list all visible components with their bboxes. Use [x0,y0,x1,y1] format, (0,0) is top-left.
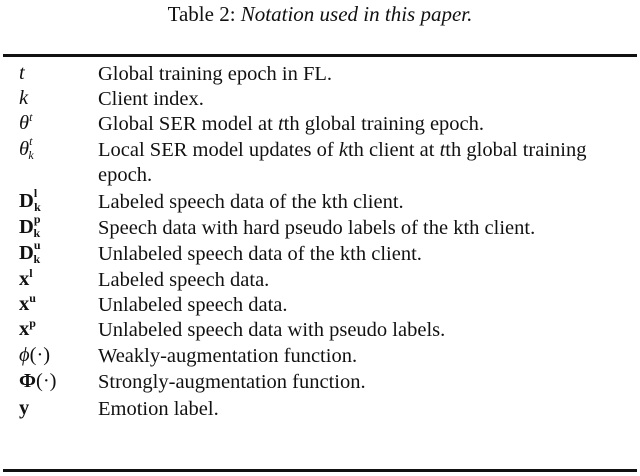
table-row [0,318,640,344]
table-row [0,268,640,293]
symbol-D-k-u: $D^u_k$ [19,238,41,266]
symbol-phi: ϕ(·) [19,344,51,366]
symbol-k: k [19,87,29,109]
bottom-rule [3,469,637,472]
table-caption [0,2,640,26]
row-description: Client index. [98,88,204,110]
table-row [0,87,640,112]
symbol-theta-t: $\theta^t$ [19,110,33,134]
table-row [0,344,640,370]
symbol-theta-k-t: $\theta^t_k$ [19,134,34,162]
table-row [0,293,640,318]
row-description: Unlabeled speech data of the kth client. [98,243,422,265]
table-row [0,370,640,397]
symbol-x-p: $x^p$ [19,316,36,340]
table-row [0,212,640,242]
table-row [0,397,640,422]
table-row [0,238,640,268]
row-description: Global training epoch in FL. [98,63,332,85]
table-row [0,134,640,190]
symbol-Phi: Φ(·) [19,370,57,392]
row-description: Unlabeled speech data with pseudo labels. [98,319,446,341]
symbol-t: t [19,62,25,84]
table-row [0,112,640,138]
row-description: Emotion label. [98,398,219,420]
row-description: Global SER model at tth global training epoch. [98,113,485,135]
notation-table [0,62,640,422]
table-row [0,62,640,87]
table-row [0,186,640,216]
symbol-D-k-p: $D^p_k$ [19,212,41,240]
top-rule [3,54,637,57]
symbol-x-l: $x^l$ [19,266,33,290]
symbol-D-k-l: $D^l_k$ [19,186,41,214]
row-description: Labeled speech data. [98,269,270,291]
row-description: Local SER model updates of kth client at tth global training epoch. [98,139,587,186]
symbol-x-u: $x^u$ [19,291,36,315]
caption-text: Notation used in this paper. [240,2,473,26]
row-description: Strongly-augmentation function. [98,371,366,393]
row-description: Labeled speech data of the kth client. [98,191,404,213]
row-description: Weakly-augmentation function. [98,345,358,367]
caption-label: Table 2: [167,2,236,26]
symbol-y: y [19,397,30,419]
row-description: Speech data with hard pseudo labels of the kth client. [98,217,536,239]
row-description: Unlabeled speech data. [98,294,288,316]
